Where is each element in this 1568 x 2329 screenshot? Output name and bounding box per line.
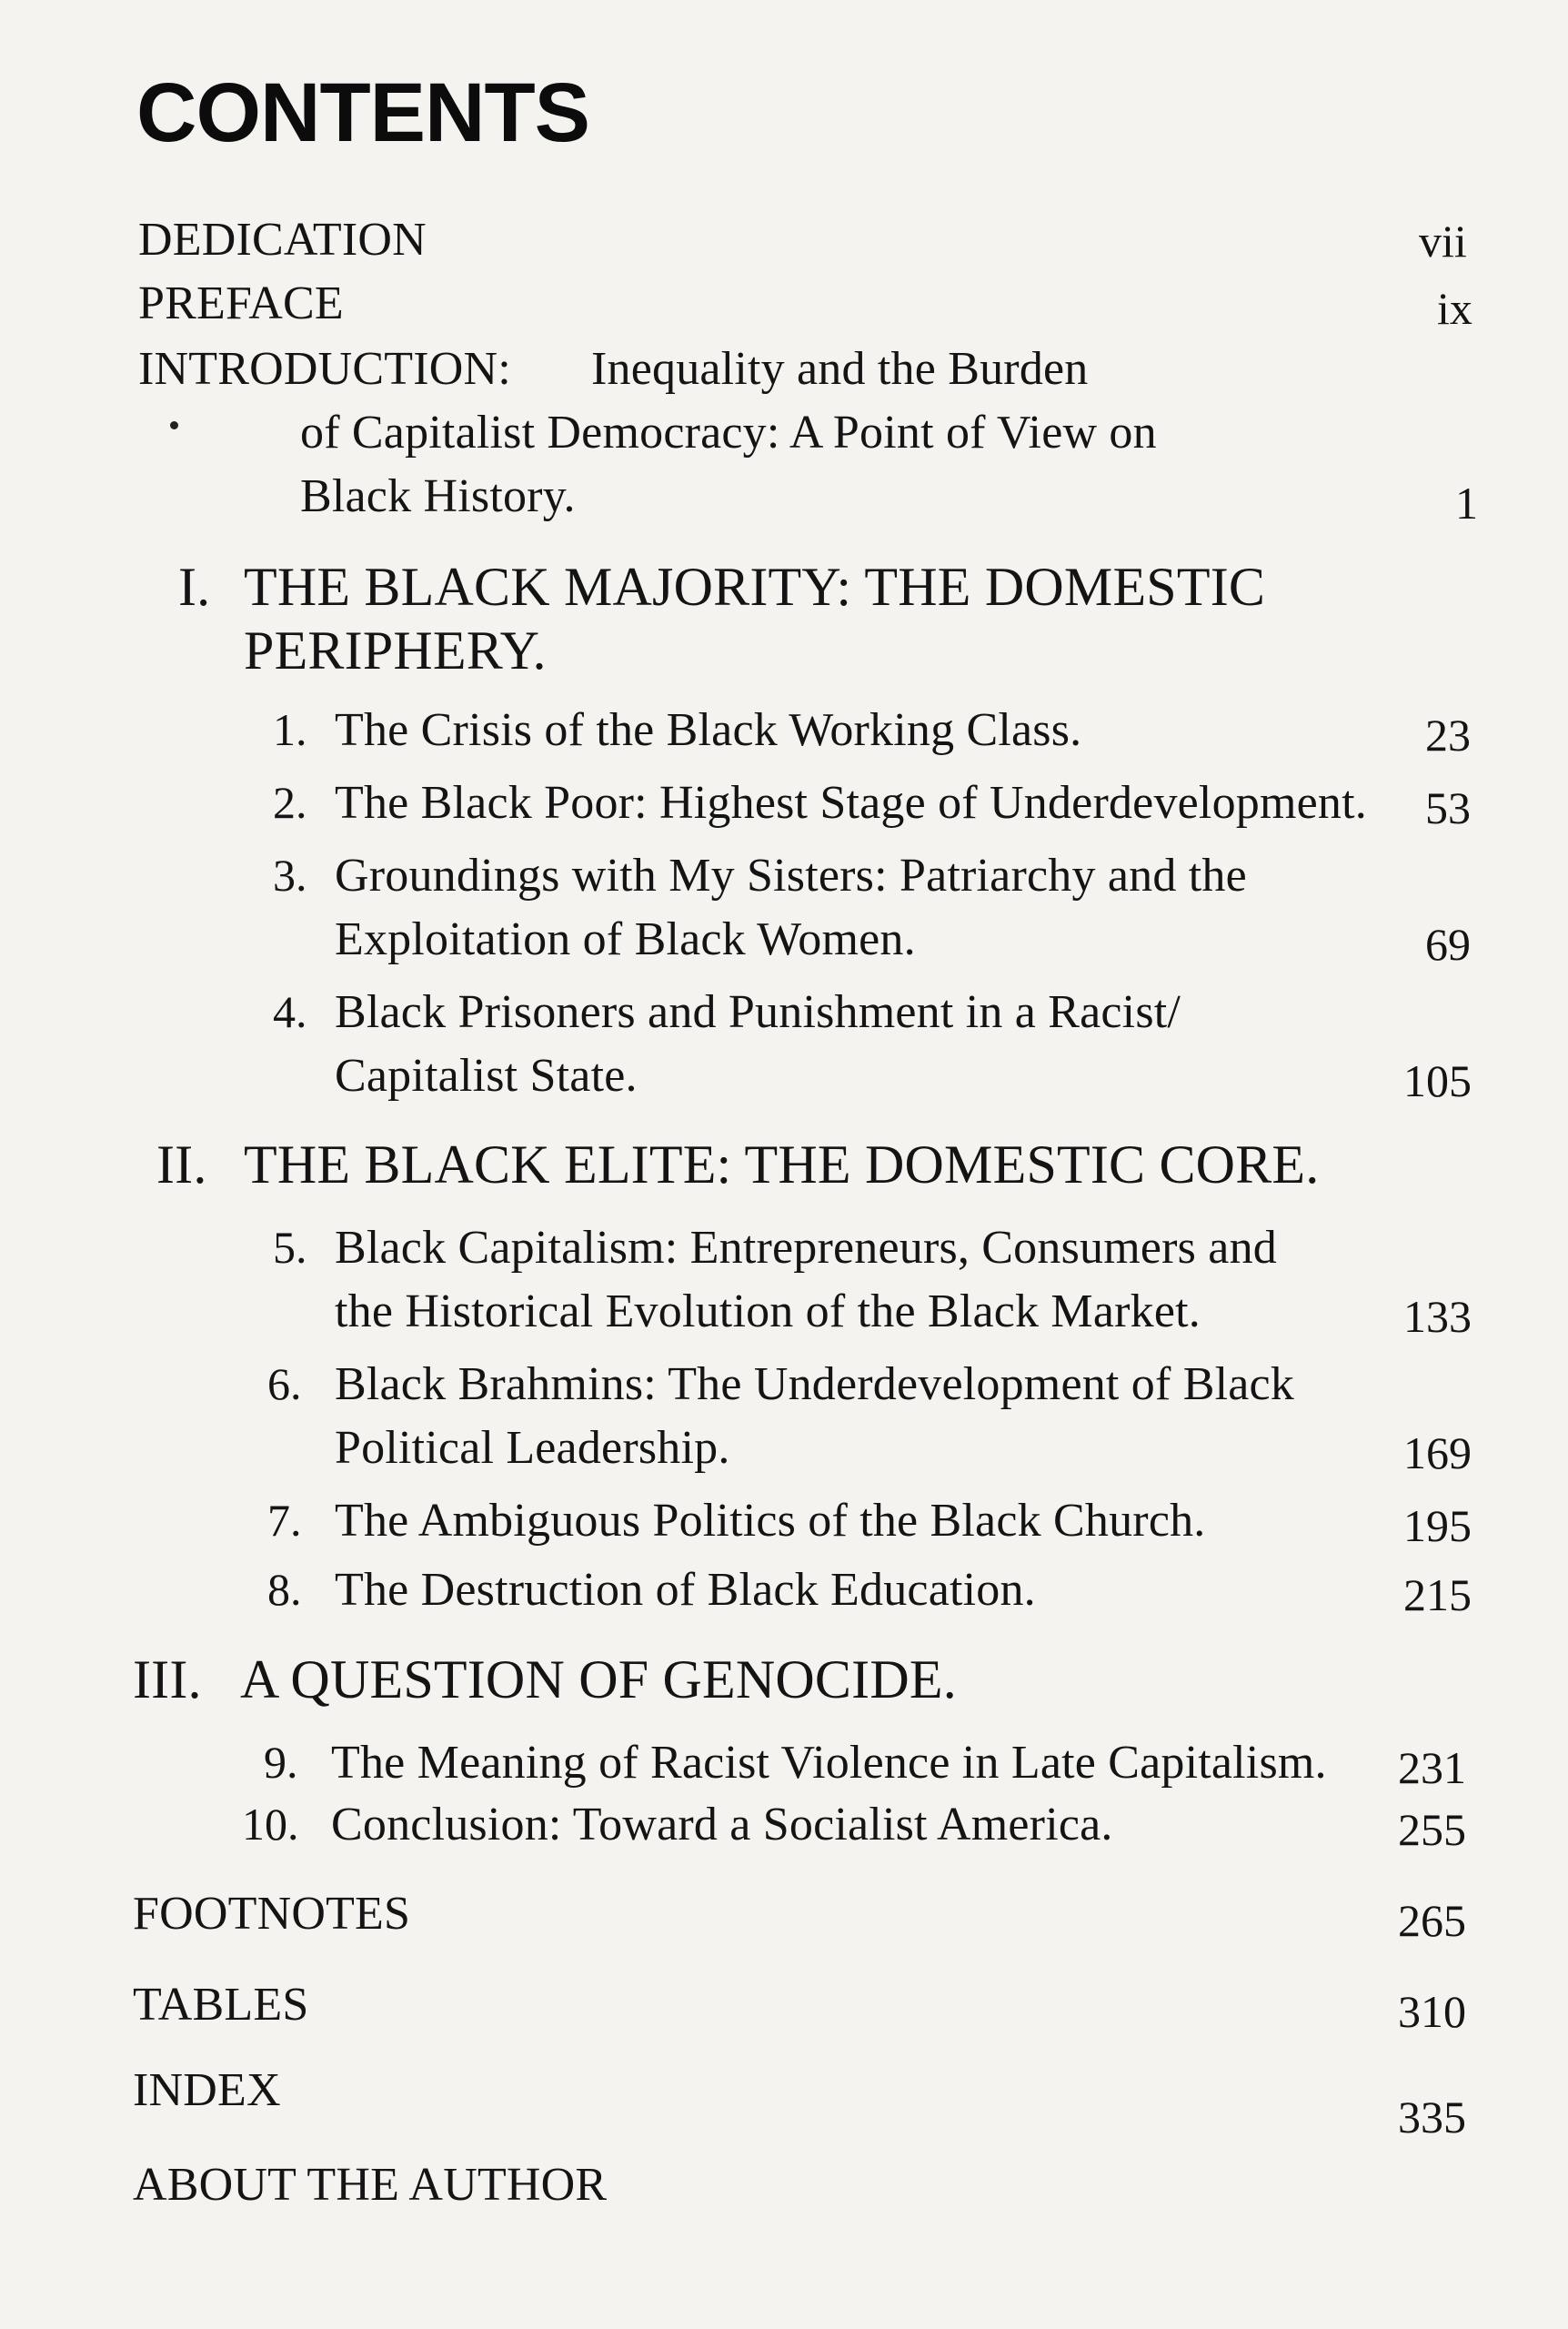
toc-entry-introduction-line-3: Black History. [300, 470, 576, 522]
page-number-dedication: vii [1419, 216, 1467, 267]
part-numeral-2: II. [156, 1134, 207, 1195]
chapter-title-9: The Meaning of Racist Violence in Late Capitalism. [331, 1737, 1327, 1789]
chapter-number-9: 9. [264, 1737, 298, 1788]
toc-entry-dedication: DEDICATION [138, 214, 427, 266]
page-number-chapter-6: 169 [1403, 1427, 1472, 1478]
chapter-number-10: 10. [242, 1799, 299, 1850]
chapter-title-4-line-1: Black Prisoners and Punishment in a Racist/ [335, 986, 1181, 1038]
chapter-number-5: 5. [273, 1222, 307, 1273]
page-number-chapter-8: 215 [1403, 1569, 1472, 1620]
toc-entry-tables: TABLES [133, 1979, 309, 2031]
page-number-chapter-1: 23 [1425, 710, 1471, 761]
page-number-chapter-7: 195 [1403, 1500, 1472, 1551]
chapter-number-7: 7. [267, 1495, 302, 1546]
chapter-title-6-line-1: Black Brahmins: The Underdevelopment of Black [335, 1358, 1294, 1410]
page-number-chapter-5: 133 [1403, 1291, 1472, 1342]
toc-entry-footnotes: FOOTNOTES [133, 1888, 411, 1940]
chapter-title-8: The Destruction of Black Education. [335, 1564, 1036, 1616]
page-number-introduction: 1 [1455, 478, 1478, 529]
chapter-title-3-line-2: Exploitation of Black Women. [335, 913, 916, 965]
toc-entry-introduction-line-2: of Capitalist Democracy: A Point of View on [300, 407, 1157, 459]
chapter-title-1: The Crisis of the Black Working Class. [335, 704, 1082, 756]
toc-entry-index: INDEX [133, 2064, 281, 2116]
chapter-number-2: 2. [273, 777, 307, 828]
chapter-number-3: 3. [273, 850, 307, 901]
part-numeral-3: III. [133, 1649, 202, 1709]
bullet-mark [170, 421, 178, 429]
page-number-tables: 310 [1398, 1986, 1466, 2037]
part-title-1-line-2: PERIPHERY. [244, 620, 547, 681]
chapter-number-1: 1. [273, 704, 307, 755]
page-number-preface: ix [1437, 283, 1473, 334]
chapter-title-6-line-2: Political Leadership. [335, 1422, 730, 1474]
page-number-index: 335 [1398, 2092, 1466, 2142]
page-number-chapter-3: 69 [1425, 919, 1471, 970]
chapter-title-5-line-2: the Historical Evolution of the Black Market. [335, 1285, 1201, 1337]
page-title: CONTENTS [136, 66, 589, 159]
page-number-chapter-2: 53 [1425, 782, 1471, 833]
chapter-title-5-line-1: Black Capitalism: Entrepreneurs, Consumers and [335, 1222, 1277, 1274]
chapter-title-10: Conclusion: Toward a Socialist America. [331, 1799, 1113, 1850]
toc-entry-introduction-label: INTRODUCTION: [138, 343, 511, 395]
toc-entry-introduction-line-1: Inequality and the Burden [591, 343, 1089, 395]
chapter-title-3-line-1: Groundings with My Sisters: Patriarchy and the [335, 850, 1247, 902]
part-numeral-1: I. [178, 557, 211, 617]
page-number-footnotes: 265 [1398, 1895, 1466, 1946]
part-title-1-line-1: THE BLACK MAJORITY: THE DOMESTIC [244, 557, 1266, 617]
chapter-title-7: The Ambiguous Politics of the Black Church. [335, 1495, 1206, 1547]
toc-entry-preface: PREFACE [138, 277, 344, 329]
chapter-number-6: 6. [267, 1358, 302, 1409]
page-number-chapter-10: 255 [1398, 1804, 1466, 1855]
toc-entry-about-the-author: ABOUT THE AUTHOR [133, 2159, 608, 2211]
part-title-2: THE BLACK ELITE: THE DOMESTIC CORE. [244, 1134, 1320, 1195]
page-number-chapter-9: 231 [1398, 1742, 1466, 1793]
page-number-chapter-4: 105 [1403, 1055, 1472, 1106]
chapter-title-2: The Black Poor: Highest Stage of Underdevelopment. [335, 777, 1367, 829]
part-title-3: A QUESTION OF GENOCIDE. [240, 1649, 957, 1709]
chapter-title-4-line-2: Capitalist State. [335, 1050, 638, 1102]
chapter-number-4: 4. [273, 986, 307, 1037]
chapter-number-8: 8. [267, 1564, 302, 1615]
